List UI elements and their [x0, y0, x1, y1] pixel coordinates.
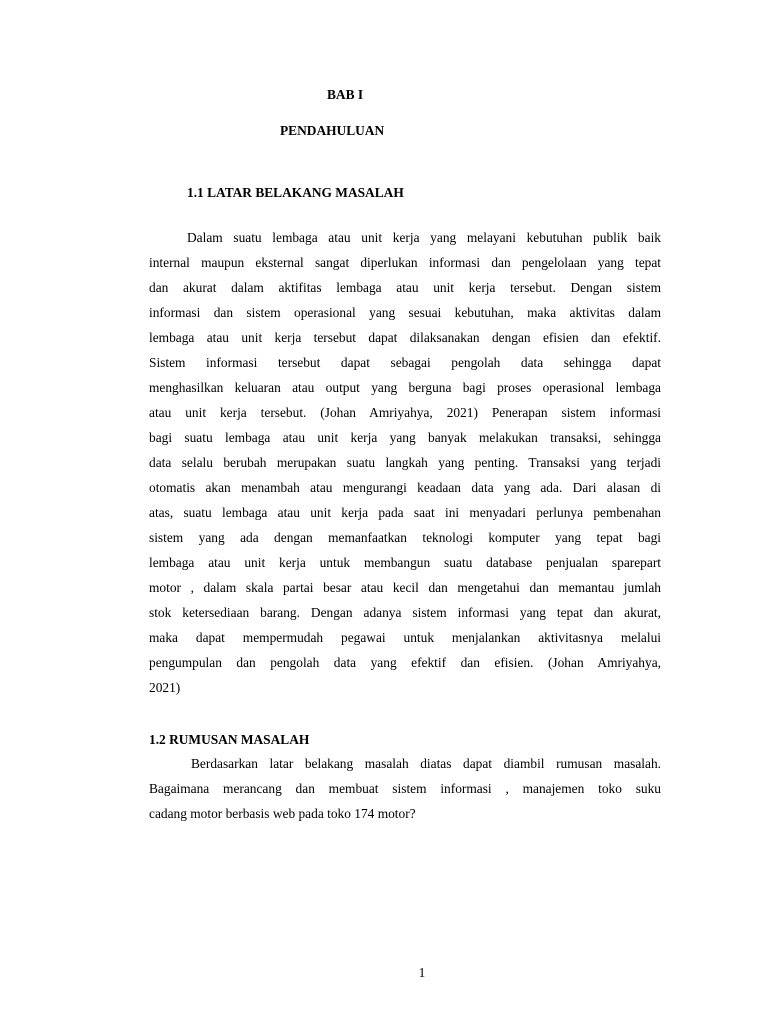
paragraph-line: menghasilkan keluaran atau output yang berguna bagi proses operasional lembaga: [149, 380, 661, 395]
paragraph-line: data selalu berubah merupakan suatu langkah yang penting. Transaksi yang terjadi: [149, 455, 661, 470]
paragraph-line: cadang motor berbasis web pada toko 174 motor?: [149, 806, 416, 821]
paragraph-line: Dalam suatu lembaga atau unit kerja yang melayani kebutuhan publik baik: [187, 230, 661, 245]
paragraph-line: lembaga atau unit kerja untuk membangun suatu database penjualan sparepart: [149, 555, 661, 570]
paragraph-line: Berdasarkan latar belakang masalah diatas dapat diambil rumusan masalah.: [191, 756, 661, 771]
paragraph-line: otomatis akan menambah atau mengurangi keadaan data yang ada. Dari alasan di: [149, 480, 661, 495]
paragraph-line: motor , dalam skala partai besar atau kecil dan mengetahui dan memantau jumlah: [149, 580, 661, 595]
paragraph-line: informasi dan sistem operasional yang sesuai kebutuhan, maka aktivitas dalam: [149, 305, 661, 320]
paragraph-line: maka dapat mempermudah pegawai untuk menjalankan aktivitasnya melalui: [149, 630, 661, 645]
paragraph-line: Sistem informasi tersebut dapat sebagai pengolah data sehingga dapat: [149, 355, 661, 370]
paragraph-line: sistem yang ada dengan memanfaatkan teknologi komputer yang tepat bagi: [149, 530, 661, 545]
paragraph-line: atas, suatu lembaga atau unit kerja pada saat ini menyadari perlunya pembenahan: [149, 505, 661, 520]
section-heading-problem-statement: 1.2 RUMUSAN MASALAH: [149, 732, 310, 747]
paragraph-line: dan akurat dalam aktifitas lembaga atau unit kerja tersebut. Dengan sistem: [149, 280, 661, 295]
paragraph-line: bagi suatu lembaga atau unit kerja yang banyak melakukan transaksi, sehingga: [149, 430, 661, 445]
paragraph-line: lembaga atau unit kerja tersebut dapat dilaksanakan dengan efisien dan efektif.: [149, 330, 661, 345]
paragraph-line: Bagaimana merancang dan membuat sistem informasi , manajemen toko suku: [149, 781, 661, 796]
paragraph-line: 2021): [149, 680, 181, 695]
page-number: [0, 965, 768, 981]
page-number-text: 1: [418, 965, 426, 980]
section-paragraph-problem-statement: [149, 756, 661, 831]
chapter-label: BAB I: [327, 87, 364, 102]
paragraph-line: atau unit kerja tersebut. (Johan Amriyahya, 2021) Penerapan sistem informasi: [149, 405, 661, 420]
section-paragraph-background: [149, 230, 661, 705]
chapter-title: PENDAHULUAN: [280, 123, 385, 138]
paragraph-line: internal maupun eksternal sangat diperlukan informasi dan pengelolaan yang tepat: [149, 255, 661, 270]
paragraph-line: pengumpulan dan pengolah data yang efektif dan efisien. (Johan Amriyahya,: [149, 655, 661, 670]
paragraph-line: stok ketersediaan barang. Dengan adanya sistem informasi yang tepat dan akurat,: [149, 605, 661, 620]
section-heading-background: 1.1 LATAR BELAKANG MASALAH: [187, 185, 404, 200]
